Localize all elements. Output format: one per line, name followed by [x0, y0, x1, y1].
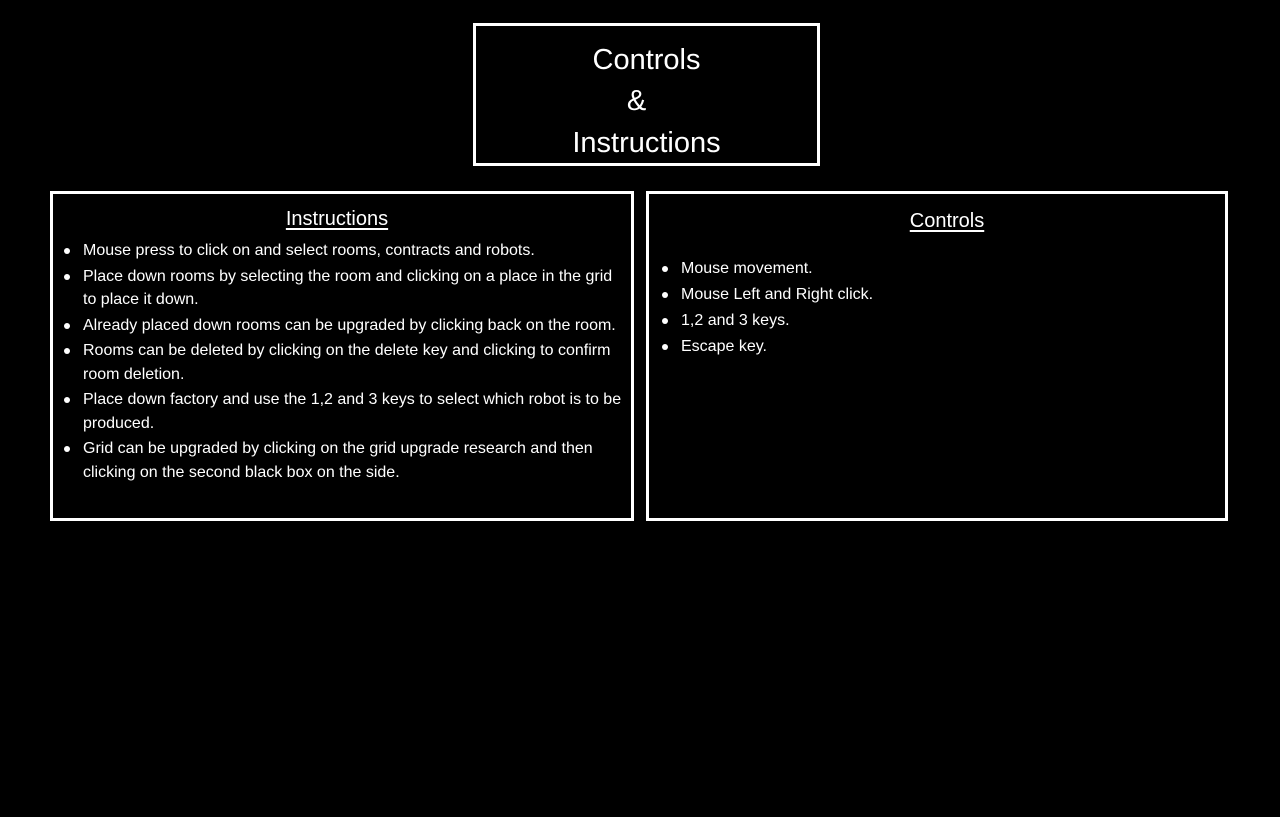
controls-panel	[646, 191, 1228, 521]
controls-item	[659, 335, 1219, 359]
instructions-item-text: Rooms can be deleted by clicking on the delete key and clicking to confirm room deletion.	[83, 342, 611, 383]
controls-list	[659, 257, 1219, 361]
controls-heading: Controls	[909, 210, 985, 232]
instructions-item-text: Place down rooms by selecting the room and clicking on a place in the grid to place it down.	[83, 267, 613, 308]
instructions-panel	[50, 191, 634, 521]
instructions-list	[61, 239, 626, 486]
instructions-item	[61, 388, 626, 435]
bullet-icon	[64, 446, 70, 452]
bullet-icon	[64, 274, 70, 280]
controls-item-text: Mouse movement.	[681, 260, 813, 277]
bullet-icon	[662, 344, 668, 350]
instructions-item-text: Grid can be upgraded by clicking on the grid upgrade research and then clicking on the second black box on the side.	[83, 440, 593, 481]
controls-item	[659, 309, 1219, 333]
title-line-instructions: Instructions	[572, 127, 721, 159]
instructions-item-text: Already placed down rooms can be upgraded by clicking back on the room.	[83, 316, 616, 334]
bullet-icon	[64, 397, 70, 403]
instructions-heading: Instructions	[285, 208, 389, 230]
controls-item	[659, 283, 1219, 307]
title-box	[473, 23, 820, 166]
bullet-icon	[662, 266, 668, 272]
bullet-icon	[662, 292, 668, 298]
controls-item-text: 1,2 and 3 keys.	[681, 312, 790, 329]
instructions-item-text: Place down factory and use the 1,2 and 3 keys to select which robot is to be produced.	[83, 391, 622, 432]
instructions-item	[61, 265, 626, 312]
title-line-ampersand: &	[626, 85, 647, 117]
instructions-item	[61, 239, 626, 263]
bullet-icon	[64, 248, 70, 254]
controls-item-text: Escape key.	[681, 338, 767, 355]
bullet-icon	[64, 323, 70, 329]
instructions-item	[61, 339, 626, 386]
controls-item	[659, 257, 1219, 281]
instructions-item	[61, 437, 626, 484]
instructions-item	[61, 314, 626, 338]
bullet-icon	[662, 318, 668, 324]
instructions-item-text: Mouse press to click on and select rooms, contracts and robots.	[83, 242, 535, 259]
bullet-icon	[64, 348, 70, 354]
title-line-controls: Controls	[592, 44, 701, 76]
controls-item-text: Mouse Left and Right click.	[681, 286, 874, 303]
